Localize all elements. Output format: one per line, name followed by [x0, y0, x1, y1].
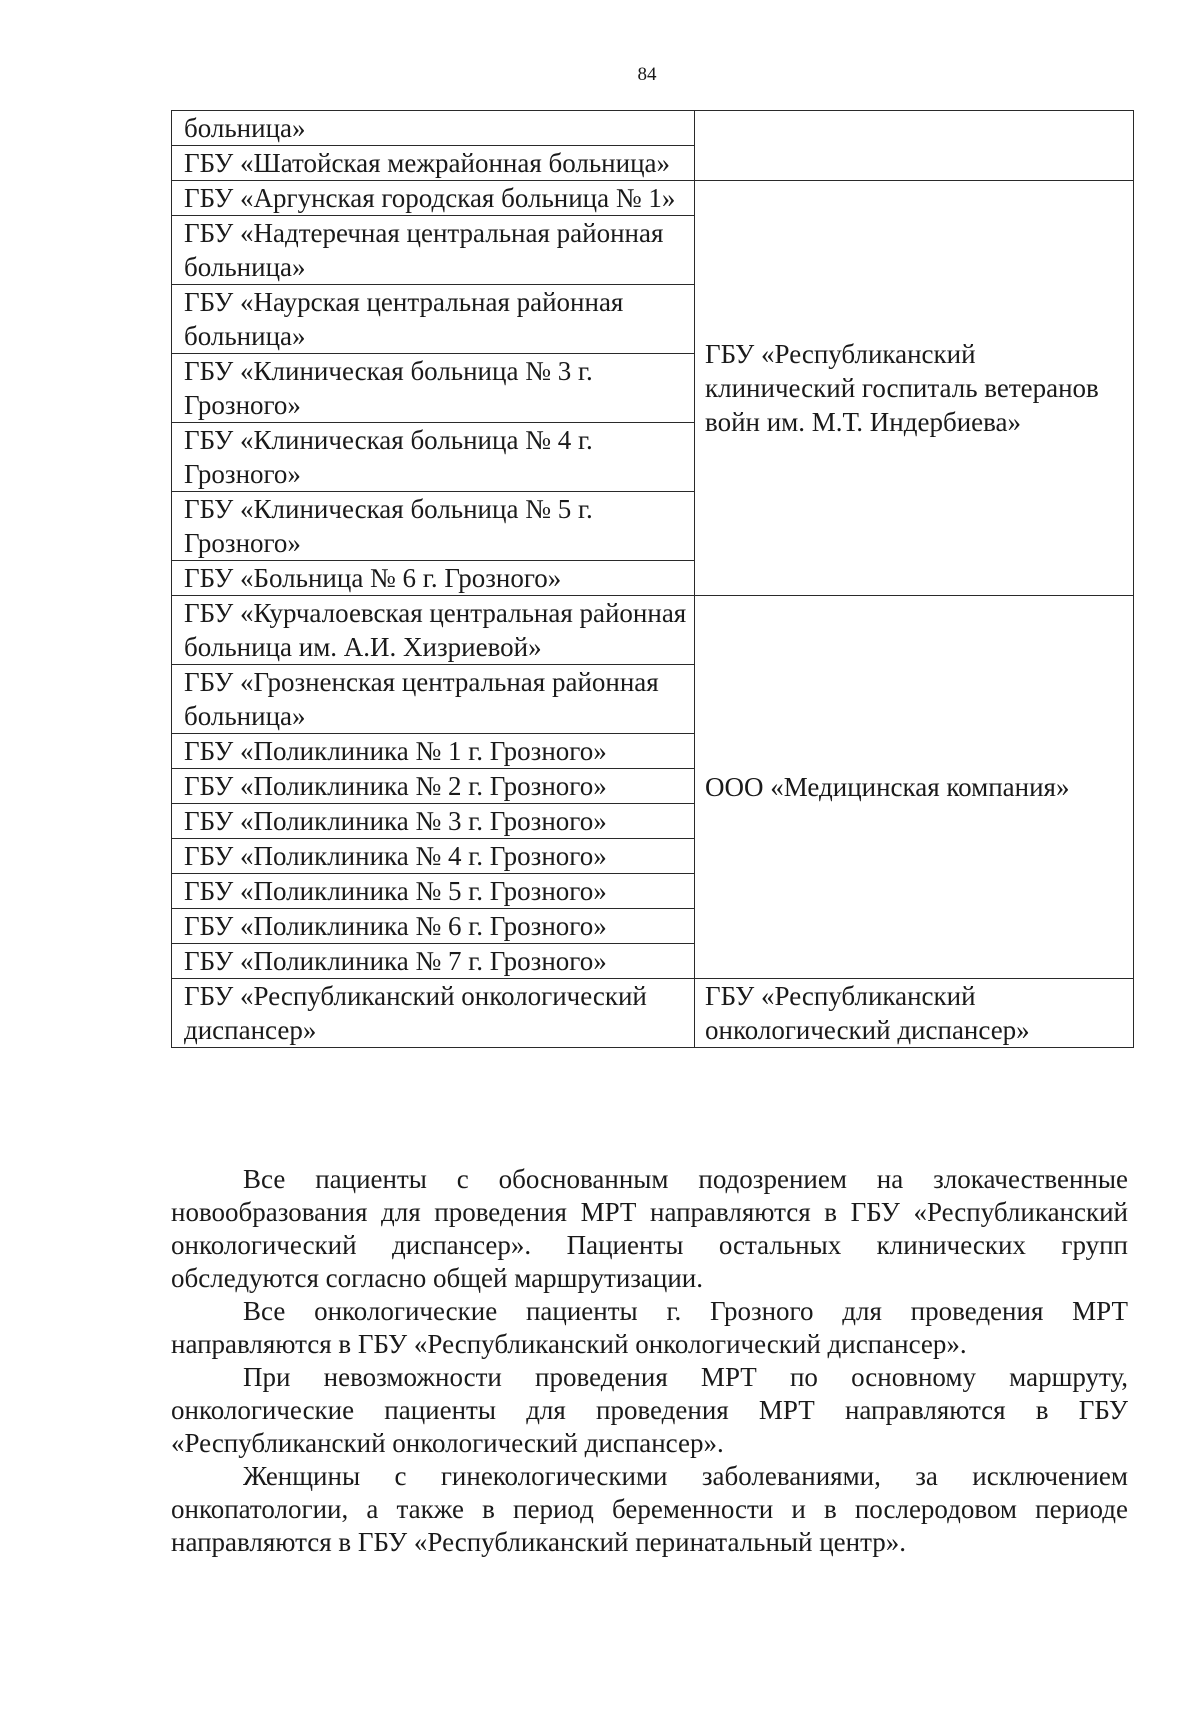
- destination-cell-oncology: ГБУ «Республиканский онкологический диспансер»: [695, 979, 1134, 1048]
- institution-cell: ГБУ «Республиканский онкологический диспансер»: [172, 979, 695, 1048]
- table-row: [172, 596, 1134, 665]
- institution-cell: ГБУ «Наурская центральная районная больница»: [172, 285, 695, 354]
- institution-cell: ГБУ «Курчалоевская центральная районная больница им. А.И. Хизриевой»: [172, 596, 695, 665]
- institution-cell: ГБУ «Клиническая больница № 5 г. Грозного»: [172, 492, 695, 561]
- paragraph-gynecology: Женщины с гинекологическими заболеваниями, за исключением онкопатологии, а также в период беременности и в послеродовом периоде направляются в ГБУ «Республиканский перинатальный центр».: [171, 1461, 1128, 1557]
- institution-cell: ГБУ «Аргунская городская больница № 1»: [172, 181, 695, 216]
- institution-cell: ГБУ «Клиническая больница № 4 г. Грозного»: [172, 423, 695, 492]
- institution-cell: ГБУ «Надтеречная центральная районная больница»: [172, 216, 695, 285]
- institution-cell: ГБУ «Поликлиника № 4 г. Грозного»: [172, 839, 695, 874]
- table-row: [172, 979, 1134, 1048]
- table-row: [172, 111, 1134, 146]
- institution-cell: ГБУ «Поликлиника № 6 г. Грозного»: [172, 909, 695, 944]
- routing-table-container: [171, 110, 1133, 1048]
- institution-cell: ГБУ «Поликлиника № 2 г. Грозного»: [172, 769, 695, 804]
- routing-table: [171, 110, 1134, 1048]
- paragraph-mri-suspicion: Все пациенты с обоснованным подозрением на злокачественные новообразования для проведения МРТ направляются в ГБУ «Республиканский онкологический диспансер». Пациенты остальных клинических групп обследуются согласно общей маршрутизации.: [171, 1164, 1128, 1293]
- paragraph-grozny-oncology: Все онкологические пациенты г. Грозного для проведения МРТ направляются в ГБУ «Республиканский онкологический диспансер».: [171, 1296, 1128, 1359]
- institution-cell: ГБУ «Поликлиника № 7 г. Грозного»: [172, 944, 695, 979]
- institution-cell: ГБУ «Больница № 6 г. Грозного»: [172, 561, 695, 596]
- destination-cell: [695, 111, 1134, 181]
- institution-cell: ГБУ «Клиническая больница № 3 г. Грозного»: [172, 354, 695, 423]
- table-row: [172, 181, 1134, 216]
- institution-cell: больница»: [172, 111, 695, 146]
- destination-cell-veterans-hospital: ГБУ «Республиканский клинический госпиталь ветеранов войн им. М.Т. Индербиева»: [695, 181, 1134, 596]
- destination-cell-medical-company: ООО «Медицинская компания»: [695, 596, 1134, 979]
- institution-cell: ГБУ «Поликлиника № 3 г. Грозного»: [172, 804, 695, 839]
- institution-cell: ГБУ «Грозненская центральная районная больница»: [172, 665, 695, 734]
- page-number: 84: [637, 64, 657, 85]
- institution-cell: ГБУ «Поликлиника № 1 г. Грозного»: [172, 734, 695, 769]
- institution-cell: ГБУ «Поликлиника № 5 г. Грозного»: [172, 874, 695, 909]
- paragraph-fallback-route: При невозможности проведения МРТ по основному маршруту, онкологические пациенты для проведения МРТ направляются в ГБУ «Республиканский онкологический диспансер».: [171, 1362, 1128, 1458]
- body-text: [171, 1163, 1128, 1559]
- institution-cell: ГБУ «Шатойская межрайонная больница»: [172, 146, 695, 181]
